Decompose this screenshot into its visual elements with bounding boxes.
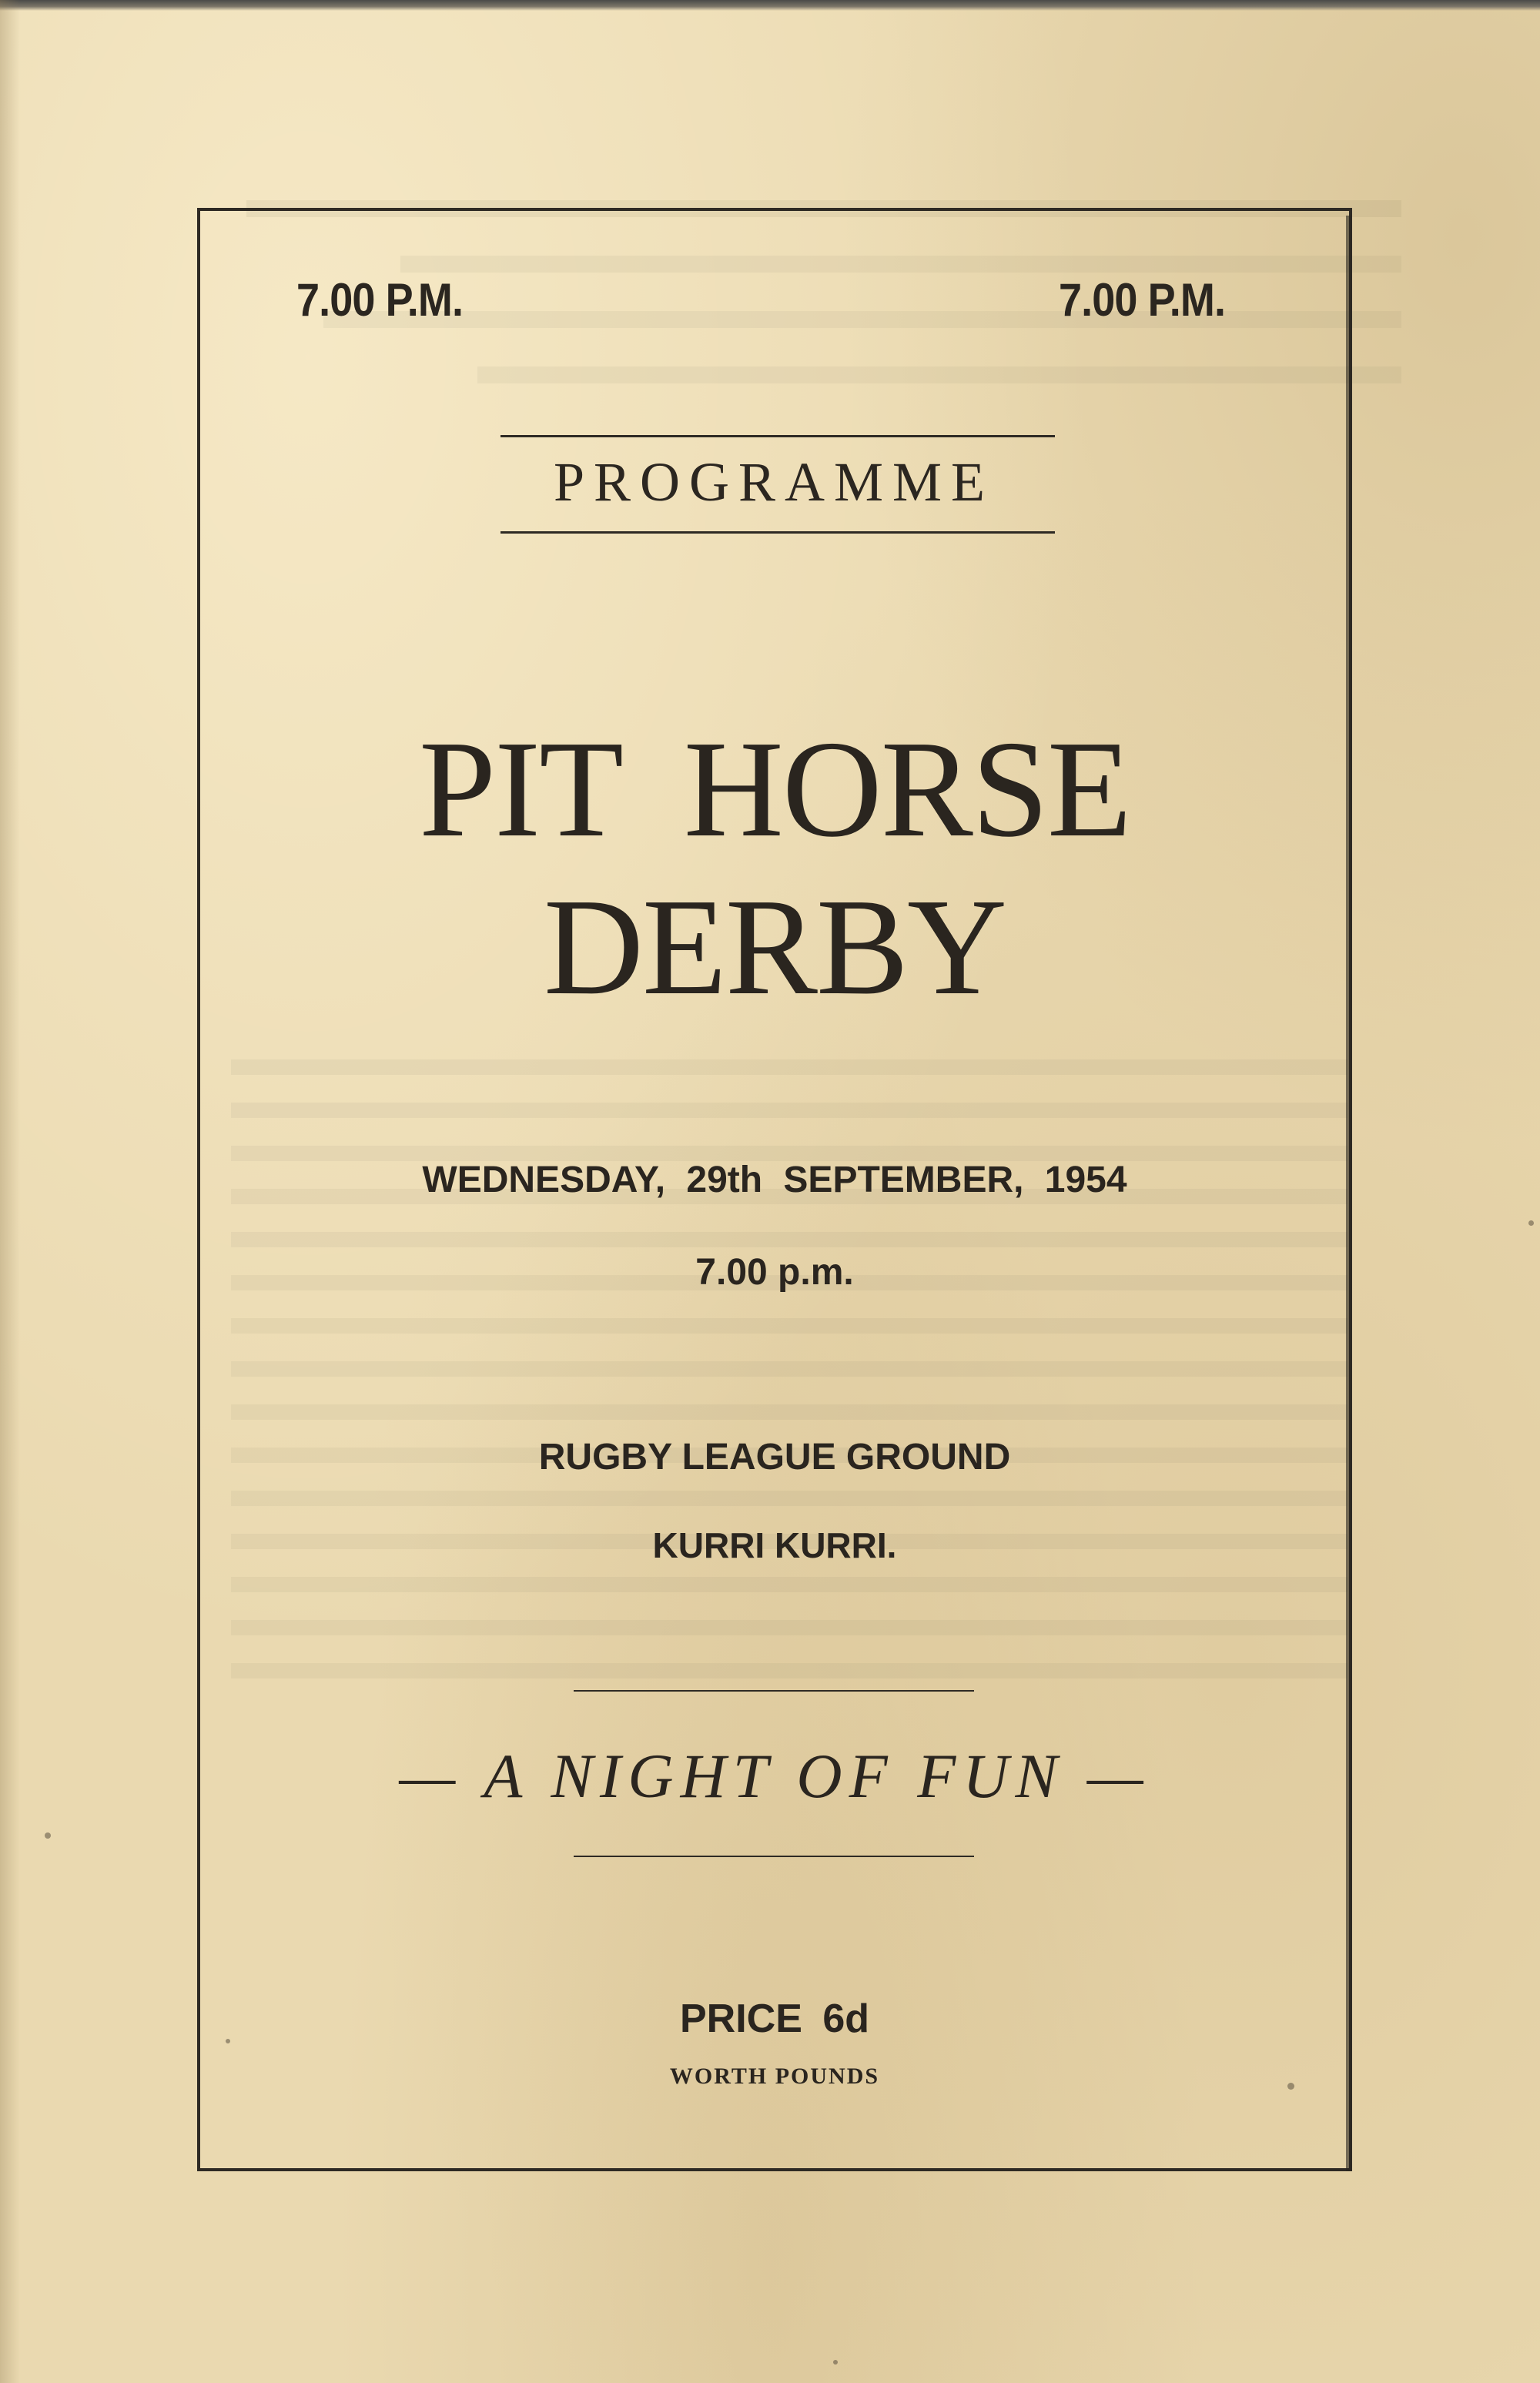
paper-left-edge bbox=[0, 0, 20, 2383]
event-time: 7.00 p.m. bbox=[695, 1252, 854, 1293]
paper-speck bbox=[226, 2039, 230, 2043]
programme-rule-bottom bbox=[500, 531, 1055, 534]
event-title-line-2: DERBY bbox=[543, 870, 1006, 1023]
paper-speck bbox=[1528, 1220, 1534, 1226]
price-subtext: WORTH POUNDS bbox=[669, 2063, 880, 2089]
programme-label: PROGRAMME bbox=[553, 451, 995, 513]
scan-top-edge bbox=[0, 0, 1540, 11]
header-time-left: 7.00 P.M. bbox=[296, 274, 464, 326]
tagline: — A NIGHT OF FUN — bbox=[399, 1741, 1150, 1811]
tagline-rule-top bbox=[574, 1690, 974, 1692]
programme-rule-top bbox=[500, 435, 1055, 437]
event-town: KURRI KURRI. bbox=[652, 1525, 897, 1565]
price-label: PRICE 6d bbox=[679, 1996, 870, 2041]
header-time-right: 7.00 P.M. bbox=[1059, 274, 1226, 326]
event-title-line-1: PIT HORSE bbox=[419, 712, 1130, 865]
paper-speck bbox=[1287, 2083, 1294, 2090]
paper-speck bbox=[45, 1832, 51, 1839]
paper-speck bbox=[833, 2360, 838, 2365]
event-venue: RUGBY LEAGUE GROUND bbox=[538, 1437, 1011, 1478]
event-date: WEDNESDAY, 29th SEPTEMBER, 1954 bbox=[422, 1160, 1127, 1200]
tagline-rule-bottom bbox=[574, 1856, 974, 1857]
